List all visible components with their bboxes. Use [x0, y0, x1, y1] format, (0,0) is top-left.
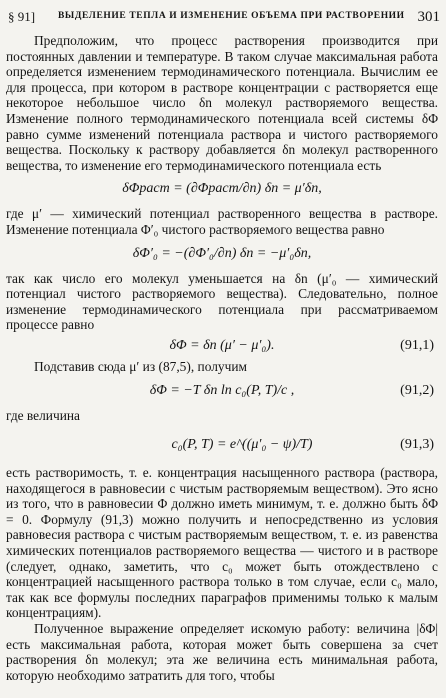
paragraph: где величина: [6, 407, 80, 423]
section-ref: § 91]: [8, 9, 36, 24]
paragraph: Полученное выражение определяет искомую работу: величина |δΦ| есть максимальная работа, которая может быть совершена за счет растворения δn молекул; эта же величина есть минимальная работа, которую необходимо затратить для того, чтобы: [6, 621, 438, 683]
equation: [6, 238, 438, 271]
equation-91-1: [6, 333, 438, 359]
equation-91-3: [6, 423, 438, 465]
equation-number: (91,3): [400, 437, 434, 453]
page-header: [0, 6, 446, 28]
page-body: [6, 33, 438, 683]
equation-91-2: [6, 375, 438, 408]
equation: [6, 173, 438, 206]
page-number: 301: [417, 9, 440, 25]
equation-formula: δΦ′₀ = −(∂Φ′₀/∂n) δn = −μ′₀δn,: [132, 245, 312, 261]
running-title: ВЫДЕЛЕНИЕ ТЕПЛА И ИЗМЕНЕНИЕ ОБЪЕМА ПРИ РАСТВОРЕНИИ: [58, 11, 405, 21]
equation-number: (91,2): [400, 382, 434, 398]
equation-formula: δΦ = −T δn ln c₀(P, T)/c ,: [149, 382, 295, 398]
paragraph: Предположим, что процесс растворения производится при постоянных давлении и температуре. В таком случае максимальная работа определяется изменением термодинамического потенциала. Вычислим ее для процесса, при котором в растворе концентрации c растворяется еще некоторое небольшое число δn молекул растворяемого вещества. Изменение полного термодинамического потенциала всей системы δΦ равно сумме изменений потенциала раствора и чистого растворяемого вещества. Поскольку к раствору добавляется δn молекул растворенного вещества, то изменение его термодинамического потенциала есть: [6, 33, 438, 173]
paragraph: так как число его молекул уменьшается на δn (μ′₀ — химический потенциал чистого растворяемого вещества). Следовательно, полное изменение термодинамического потенциала при рассматриваемом процессе равно: [6, 270, 438, 333]
equation-number: (91,1): [400, 337, 434, 353]
equation-formula: δΦ = δn (μ′ − μ′₀).: [169, 337, 275, 353]
paragraph: Подставив сюда μ′ из (87,5), получим: [34, 358, 247, 374]
paragraph: где μ′ — химический потенциал растворенного вещества в растворе. Изменение потенциала Φ′₀ чистого растворяемого вещества равно: [6, 206, 438, 237]
paragraph: есть растворимость, т. е. концентрация насыщенного раствора (раствора, находящегося в равновесии с чистым растворяемым веществом). Это ясно из того, что в равновесии Φ должно иметь минимум, т. е. должно быть δΦ = 0. Формулу (91,3) можно получить и непосредственно из условия равновесия раствора с чистым растворяемым веществом, т. е. из равенства химических потенциалов растворяемого вещества — чистого и в растворе (следует, однако, заметить, что c₀ может быть отождествлено с концентрацией насыщенного раствора только в том случае, если c₀ мало, так как все формулы последних параграфов применимы только к малым концентрациям).: [6, 465, 438, 621]
equation-formula: c₀(P, T) = e^((μ′₀ − ψ)/T): [171, 437, 313, 453]
equation-formula: δΦраст = (∂Φраст/∂n) δn = μ′δn,: [122, 181, 322, 197]
